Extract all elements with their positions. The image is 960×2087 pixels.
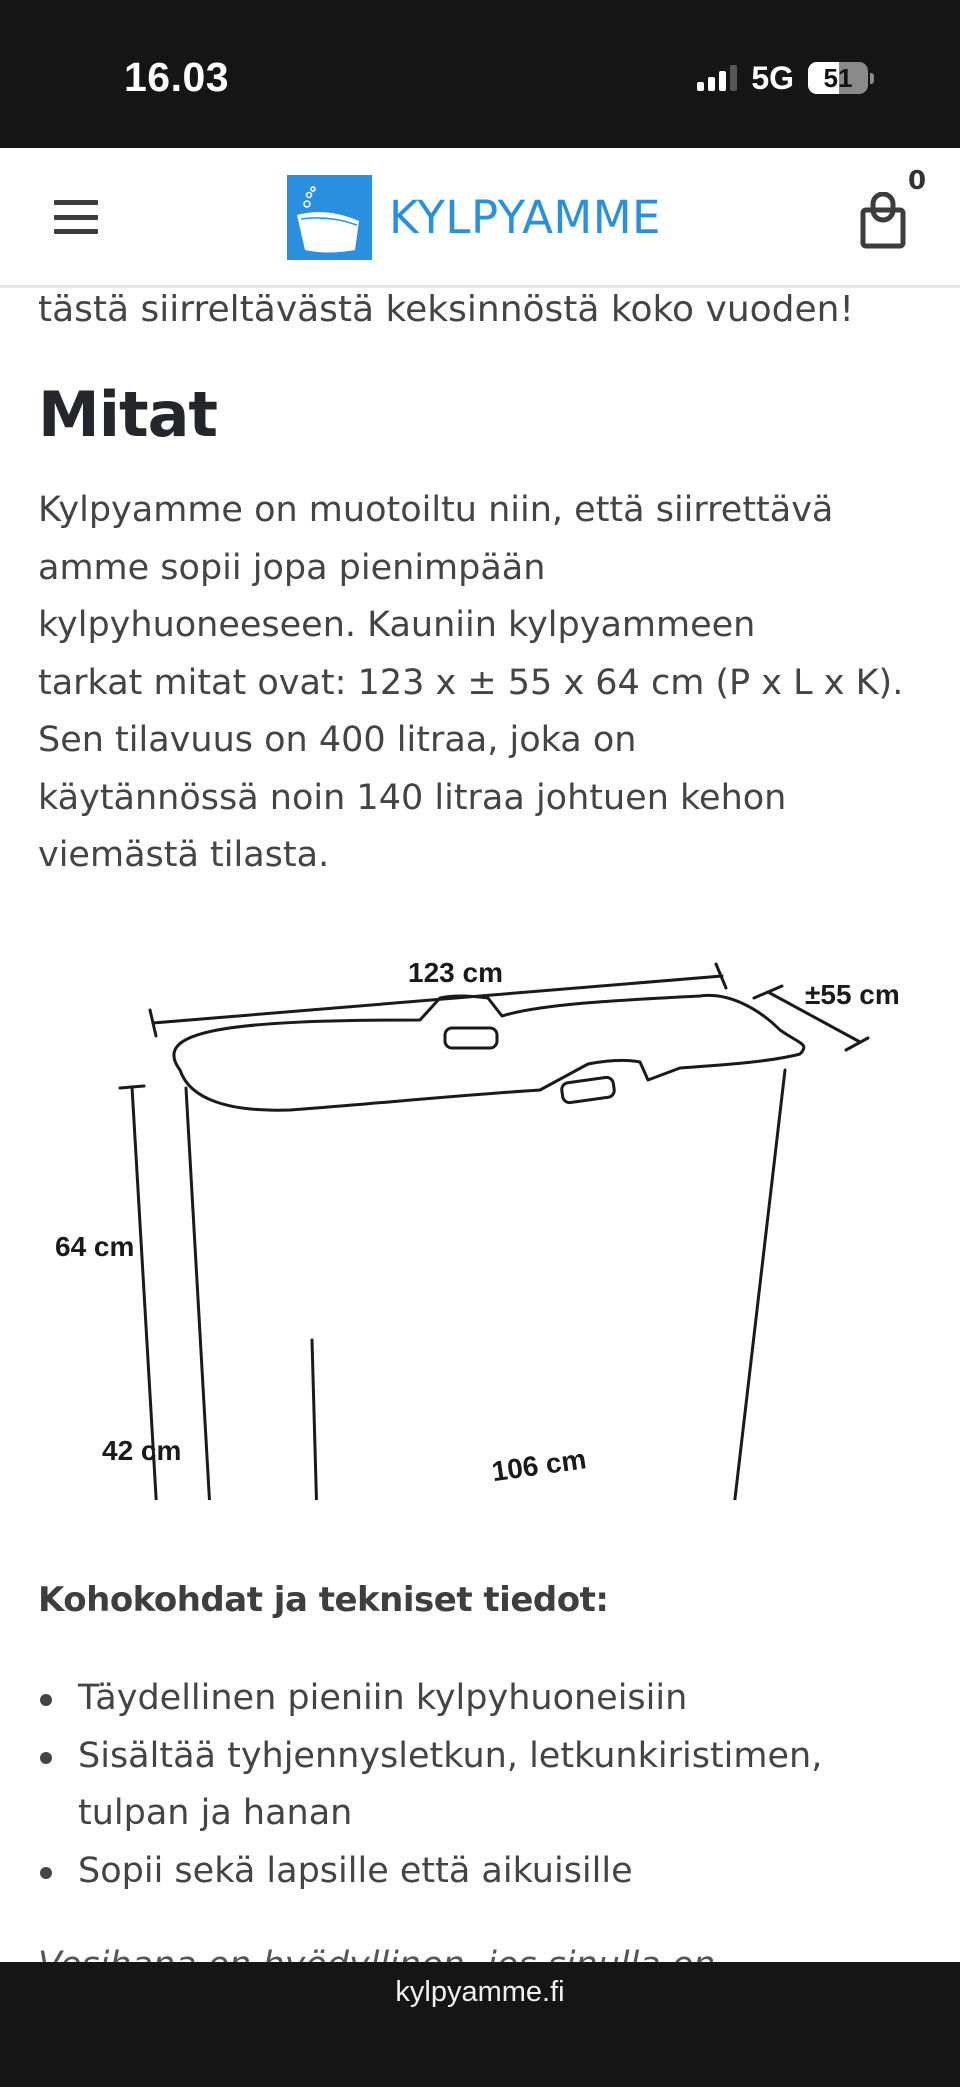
spec-heading: Kohokohdat ja tekniset tiedot: [38, 1580, 609, 1620]
paragraph-line: Sen tilavuus on 400 litraa, joka on [38, 720, 637, 760]
paragraph-line: kylpyhuoneeseen. Kauniin kylpyammeen [38, 605, 756, 645]
label-width-bottom: 42 cm [102, 1435, 182, 1466]
paragraph-line: Kylpyamme on muotoiltu niin, että siirrettävä [38, 490, 834, 530]
status-bar [0, 0, 960, 148]
dimensions-paragraph [38, 482, 938, 885]
shopping-bag-icon[interactable] [858, 192, 908, 252]
label-length-top: 123 cm [408, 957, 503, 988]
network-type: 5G [751, 59, 794, 96]
url-display[interactable]: kylpyamme.fi [395, 1976, 565, 2008]
cart-count-badge: 0 [908, 166, 927, 196]
paragraph-line: amme sopii jopa pienimpään [38, 547, 546, 588]
label-length-bottom: 106 cm [489, 1443, 589, 1488]
bathtub-icon [287, 175, 372, 260]
label-height: 64 cm [55, 1231, 135, 1262]
bathtub-dimension-diagram [0, 920, 960, 1500]
site-header [0, 148, 960, 288]
intro-text-tail: tästä siirreltävästä keksinnöstä koko vuoden! [38, 289, 854, 330]
signal-strength-icon [697, 65, 737, 91]
battery-icon [808, 62, 868, 94]
status-time: 16.03 [124, 54, 230, 100]
list-item: Täydellinen pieniin kylpyhuoneisiin [38, 1670, 938, 1728]
paragraph-line: viemästä tilasta. [38, 835, 330, 875]
list-item: Sopii sekä lapsille että aikuisille [38, 1843, 938, 1901]
section-heading-dimensions: Mitat [38, 378, 218, 451]
label-width-top: ±55 cm [805, 979, 900, 1010]
logo-text: KYLPYAMME [389, 191, 661, 244]
paragraph-line: tarkat mitat ovat: 123 x ± 55 x 64 cm (P x L x K). [38, 662, 904, 703]
spec-list [38, 1670, 938, 1900]
list-item: Sisältää tyhjennysletkun, letkunkiristimen, tulpan ja hanan [38, 1728, 938, 1843]
status-indicators [697, 60, 874, 96]
browser-bottom-bar [0, 1962, 960, 2087]
site-logo[interactable] [287, 175, 661, 260]
battery-level: 51 [823, 62, 853, 93]
hamburger-menu-icon[interactable] [54, 200, 98, 234]
paragraph-line: käytännössä noin 140 litraa johtuen kehon [38, 777, 787, 818]
